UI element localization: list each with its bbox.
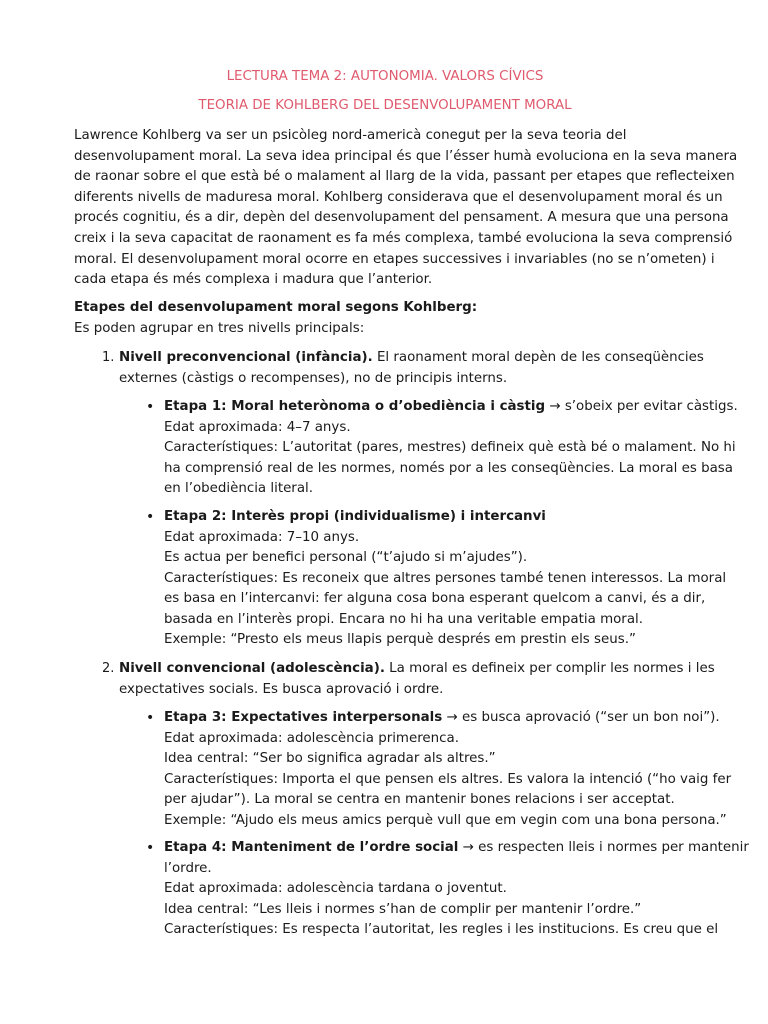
stage-line bbox=[164, 507, 704, 528]
stage-heading-rest: → es busca aprovació (“ser un bon noi”). bbox=[442, 710, 720, 725]
stage-text bbox=[164, 397, 738, 500]
stage-heading: Etapa 1: Moral heterònoma o d’obediència i càstig bbox=[164, 399, 546, 414]
stage-heading-rest: → es respecten lleis i normes per mantenir bbox=[458, 840, 749, 855]
level-line: expectatives socials. Es busca aprovació i ordre. bbox=[119, 682, 444, 697]
stage-line: l’ordre. bbox=[164, 860, 212, 876]
stage-line: Edat aproximada: 4–7 anys. bbox=[164, 419, 351, 435]
level-heading: Nivell preconvencional (infància). bbox=[119, 350, 373, 365]
intro-line: de raonar sobre el que està bé o malament al llarg de la vida, passant per etapes que reflecteixen bbox=[74, 169, 735, 185]
stage-line bbox=[164, 838, 749, 859]
level-line: externes (càstigs o recompenses), no de principis interns. bbox=[119, 371, 508, 386]
stage-line: Edat aproximada: 7–10 anys. bbox=[164, 529, 360, 545]
bullet-icon: • bbox=[146, 509, 155, 525]
stage-heading: Etapa 3: Expectatives interpersonals bbox=[164, 710, 443, 725]
intro-line: moral. El desenvolupament moral ocorre en etapes successives i invariables (no se n’ometen) i bbox=[74, 251, 715, 267]
document-title: LECTURA TEMA 2: AUTONOMIA. VALORS CÍVICS bbox=[226, 69, 544, 84]
stage-line: Edat aproximada: adolescència tardana o joventut. bbox=[164, 881, 507, 896]
intro-line: cada etapa és més complexa i madura que l’anterior. bbox=[74, 272, 433, 288]
stage-line: Idea central: “Ser bo significa agradar als altres.” bbox=[164, 751, 496, 766]
stage-text bbox=[164, 838, 749, 941]
level-heading: Nivell convencional (adolescència). bbox=[119, 661, 385, 676]
bullet-icon: • bbox=[146, 840, 155, 856]
stage-line: Característiques: Importa el que pensen els altres. Es valora la intenció (“ho vaig fer bbox=[164, 771, 732, 787]
intro-line: creix i la seva capacitat de raonament es fa més complexa, també evoluciona la seva comprensió bbox=[74, 230, 733, 246]
stage-line: Característiques: L’autoritat (pares, mestres) defineix què està bé o malament. No hi bbox=[164, 440, 736, 455]
stage-line: Exemple: “Ajudo els meus amics perquè vull que em vegin com una bona persona.” bbox=[164, 812, 727, 828]
stage-line bbox=[164, 708, 720, 729]
stage-line: per ajudar”). La moral se centra en mantenir bones relacions i ser acceptat. bbox=[164, 792, 675, 807]
stage-line: basada en l’interès propi. Encara no hi ha una veritable empatia moral. bbox=[164, 611, 643, 627]
stage-line: Característiques: Es reconeix que altres persones també tenen interessos. La moral bbox=[164, 570, 727, 586]
document-subtitle: TEORIA DE KOHLBERG DEL DESENVOLUPAMENT MORAL bbox=[198, 98, 572, 113]
stage-line: en l’obediència literal. bbox=[164, 481, 313, 496]
level-number: 1. bbox=[102, 350, 115, 365]
level-description: El raonament moral depèn de les conseqüències bbox=[372, 350, 704, 365]
stage-line: Exemple: “Presto els meus llapis perquè després em prestin els seus.” bbox=[164, 632, 636, 647]
stage-line: Característiques: Es respecta l’autoritat, les regles i les institucions. Es creu que el bbox=[164, 922, 719, 937]
intro-line: Lawrence Kohlberg va ser un psicòleg nord-americà conegut per la seva teoria del bbox=[74, 128, 627, 143]
bullet-icon: • bbox=[146, 710, 155, 726]
stage-line: Idea central: “Les lleis i normes s’han de complir per mantenir l’ordre.” bbox=[164, 901, 642, 917]
level-line bbox=[119, 347, 704, 368]
intro-line: desenvolupament moral. La seva idea principal és que l’ésser humà evoluciona en la seva manera bbox=[74, 148, 738, 164]
stage-line: es basa en l’intercanvi: fer alguna cosa bona esperant quelcom a canvi, és a dir, bbox=[164, 591, 706, 606]
stage-line: Edat aproximada: adolescència primerenca. bbox=[164, 730, 459, 746]
stage-text bbox=[164, 708, 732, 831]
stage-line: ha comprensió real de les normes, només por a les conseqüències. La moral es basa bbox=[164, 460, 733, 476]
stage-heading-rest: → s’obeix per evitar càstigs. bbox=[545, 399, 738, 414]
level-line bbox=[119, 658, 715, 679]
level-number: 2. bbox=[102, 661, 115, 676]
intro-line: procés cognitiu, és a dir, depèn del desenvolupament del pensament. A mesura que una persona bbox=[74, 210, 729, 226]
stage-text bbox=[164, 507, 727, 651]
level-text bbox=[119, 658, 715, 700]
stage-heading: Etapa 4: Manteniment de l’ordre social bbox=[164, 840, 459, 855]
intro-line: diferents nivells de maduresa moral. Kohlberg considerava que el desenvolupament moral és un bbox=[74, 189, 723, 205]
bullet-icon: • bbox=[146, 399, 155, 415]
stage-heading: Etapa 2: Interès propi (individualisme) i intercanvi bbox=[164, 509, 546, 524]
stage-line bbox=[164, 397, 738, 418]
section-intro: Es poden agrupar en tres nivells principals: bbox=[74, 321, 365, 336]
level-description: La moral es defineix per complir les normes i les bbox=[384, 661, 715, 676]
section-heading: Etapes del desenvolupament moral segons Kohlberg: bbox=[74, 300, 478, 315]
intro-paragraph bbox=[74, 126, 738, 291]
stage-line: Es actua per benefici personal (“t’ajudo si m’ajudes”). bbox=[164, 550, 528, 565]
level-text bbox=[119, 347, 704, 389]
